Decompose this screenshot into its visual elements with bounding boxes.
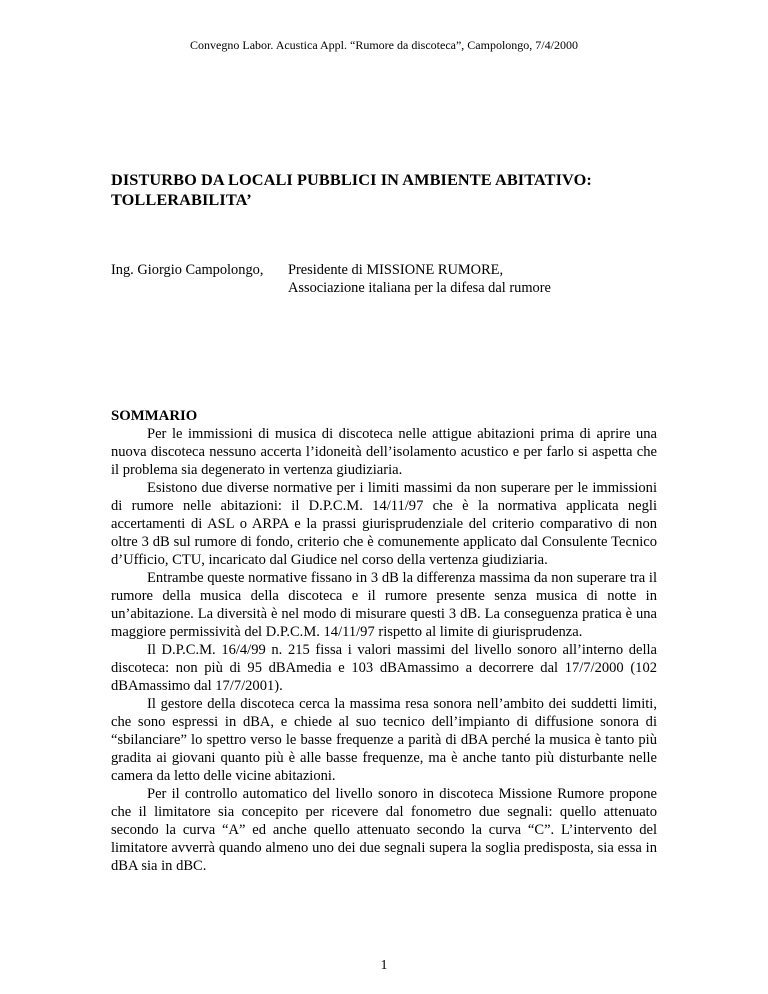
affiliation-line-1: Presidente di MISSIONE RUMORE, — [288, 262, 504, 278]
affiliation-line-2: Associazione italiana per la difesa dal rumore — [288, 280, 551, 296]
abstract-paragraph-6: Per il controllo automatico del livello sonoro in discoteca Missione Rumore propone che il limitatore sia concepito per ricevere dal fonometro due segnali: quello attenuato secondo la curva “A” ed anche quello attenuato secondo la curva “C”. L’intervento del limitatore avverrà quando almeno uno dei due segnali supera la soglia predisposta, sia essa in dBA sia in dBC. — [111, 786, 657, 874]
abstract-paragraph-3: Entrambe queste normative fissano in 3 dB la differenza massima da non superare tra il rumore della musica della discoteca e il rumore presente senza musica di notte in un’abitazione. La diversità è nel modo di misurare questi 3 dB. La conseguenza pratica è una maggiore permissività del D.P.C.M. 14/11/97 rispetto al limite di giurisprudenza. — [111, 570, 657, 640]
abstract-paragraph-5: Il gestore della discoteca cerca la massima resa sonora nell’ambito dei suddetti limiti, che sono espressi in dBA, e chiede al suo tecnico dell’impianto di diffusione sonora di “sbilanciare” lo spettro verso le basse frequenze a parità di dBA perché la musica è tanto più gradita ai giovani quanto più è alle basse frequenze, ma è anche tanto più disturbante nelle camera da letto delle vicine abitazioni. — [111, 696, 657, 784]
abstract-paragraph-4: Il D.P.C.M. 16/4/99 n. 215 fissa i valori massimi del livello sonoro all’interno della discoteca: non più di 95 dBAmedia e 103 dBAmassimo a decorrere dal 17/7/2000 (102 dBAmassimo dal 17/7/2001). — [111, 642, 657, 694]
title-line-2: TOLLERABILITA’ — [111, 190, 252, 209]
author-name: Ing. Giorgio Campolongo, — [111, 262, 264, 278]
abstract-body — [111, 425, 657, 875]
page-number: 1 — [380, 958, 388, 973]
document-title — [111, 170, 671, 210]
abstract-heading: SOMMARIO — [111, 408, 198, 424]
abstract-paragraph-2: Esistono due diverse normative per i limiti massimi da non superare per le immissioni di rumore nelle abitazioni: il D.P.C.M. 14/11/97 che è la normativa applicata negli accertamenti di ASL o ARPA e la prassi giurisprudenziale del criterio comparativo di non oltre 3 dB sul rumore di fondo, criterio che è comunemente applicato dal Consulente Tecnico d’Ufficio, CTU, incaricato dal Giudice nel corso della vertenza giudiziaria. — [111, 480, 657, 568]
running-header: Convegno Labor. Acustica Appl. “Rumore da discoteca”, Campolongo, 7/4/2000 — [190, 38, 578, 52]
abstract-paragraph-1: Per le immissioni di musica di discoteca nelle attigue abitazioni prima di aprire una nuova discoteca nessuno accerta l’idoneità dell’isolamento acustico e per farlo si aspetta che il problema sia degenerato in vertenza giudiziaria. — [111, 426, 657, 478]
author-affiliation — [288, 261, 551, 297]
title-line-1: DISTURBO DA LOCALI PUBBLICI IN AMBIENTE ABITATIVO: — [111, 170, 592, 189]
